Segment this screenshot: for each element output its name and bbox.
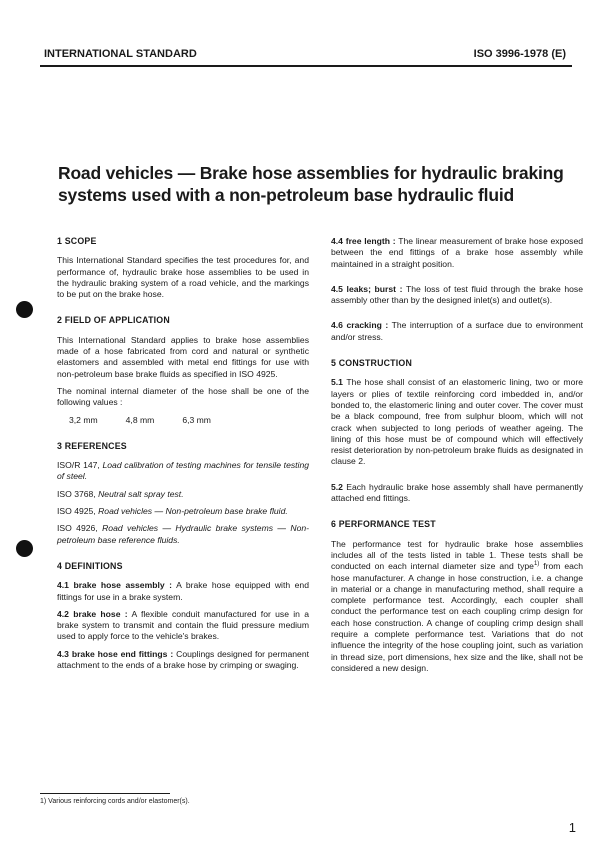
- definition-text: A flexible conduit manufactured for use in a brake system to transmit and contain the fluid pressure medium used to apply force to the vehicle's brakes.: [57, 608, 309, 642]
- section-scope: [57, 236, 309, 300]
- section-definitions: [57, 561, 309, 671]
- page-number: 1: [568, 820, 576, 835]
- section-construction: [331, 358, 583, 504]
- footnote-rule: [40, 793, 170, 794]
- title-line-2: systems used with a non-petroleum base hydraulic fluid: [58, 185, 514, 205]
- definition-item: [57, 580, 309, 603]
- reference-title: Load calibration of testing machines for tensile testing of steel.: [57, 460, 309, 482]
- diameter-value: 6,3 mm: [182, 414, 211, 425]
- punch-hole-top: [16, 301, 33, 318]
- reference-item: [57, 523, 309, 546]
- section-field: [57, 315, 309, 425]
- title-line-1: Road vehicles — Brake hose assemblies for hydraulic braking: [58, 163, 564, 183]
- section-references: [57, 441, 309, 546]
- clause-text: Each hydraulic brake hose assembly shall have permanently attached end fittings.: [331, 481, 583, 504]
- diameter-values: [57, 415, 309, 426]
- construction-clause: [331, 377, 583, 467]
- diameter-value: 3,2 mm: [69, 414, 98, 425]
- references-heading: 3 REFERENCES: [57, 440, 127, 451]
- definition-item: [331, 284, 583, 307]
- reference-title: Neutral salt spray test.: [98, 488, 184, 499]
- reference-item: [57, 489, 309, 500]
- definition-text: Couplings designed for permanent attachment to the ends of a brake hose by crimping or swaging.: [57, 648, 310, 671]
- clause-text: The hose shall consist of an elastomeric lining, two or more layers or plies of textile reinforcing cord imbedded in, and/or bonded to, the elastomeric lining and outer cover. The cover must be a black compound, free from sulphur bloom, which will not crack when subjected to long periods of weather ageing. The lining of this hose must be of compound which will effectively resist deterioration by non-petroleum brake fluids as designated in clause 2.: [331, 377, 583, 467]
- reference-item: [57, 460, 309, 483]
- definition-term: 4.5 leaks; burst :: [331, 283, 403, 294]
- reference-code: ISO 4926,: [57, 523, 98, 534]
- definition-text: The linear measurement of brake hose exposed between the end fittings of a brake hose assembly while maintained in a straight position.: [331, 236, 584, 269]
- right-column: [331, 236, 583, 689]
- definition-term: 4.4 free length :: [331, 236, 396, 246]
- definitions-heading: 4 DEFINITIONS: [57, 560, 123, 571]
- standard-number: ISO 3996-1978 (E): [473, 48, 566, 60]
- scope-text: This International Standard specifies the test procedures for, and performance of, hydraulic brake hose assemblies to be used in the hydraulic braking system of a road vehicle, and the markings to be put on the brake hose.: [57, 255, 309, 300]
- definition-term: 4.1 brake hose assembly :: [57, 580, 173, 591]
- construction-heading: 5 CONSTRUCTION: [331, 358, 412, 369]
- reference-code: ISO 4925,: [57, 506, 96, 517]
- document-title: [58, 162, 578, 206]
- reference-code: ISO/R 147,: [57, 460, 100, 471]
- definition-text: The interruption of a surface due to environment and/or stress.: [331, 320, 583, 342]
- diameter-value: 4,8 mm: [125, 414, 155, 425]
- definition-item: [57, 609, 309, 643]
- standard-label: INTERNATIONAL STANDARD: [44, 48, 197, 60]
- field-diameter-text: The nominal internal diameter of the hose shall be one of the following values :: [57, 385, 309, 408]
- field-heading: 2 FIELD OF APPLICATION: [57, 315, 170, 326]
- footnote: 1) Various reinforcing cords and/or elastomer(s).: [40, 798, 190, 805]
- definition-text: The loss of test fluid through the brake hose assembly other than by the designed inlet(s) and outlet(s).: [331, 283, 584, 306]
- left-column: [57, 236, 309, 686]
- construction-clause: [331, 482, 583, 505]
- performance-text: The performance test for hydraulic brake hose assemblies includes all of the tests listed in table 1. These tests shall be conducted on each internal diameter size and type$^{1)}$ from each hose manufacturer. A change in hose construction, i.e. a change in material or a change in manufacturing method, shall require a complete performance test. Accordingly, each coupler shall conduct the performance test on each coupling crimp design for each hose construction. A change of coupling crimp design shall require a complete performance test. Variations that do not influence the integrity of the hose coupling joint, such as variation in thread size, port dimensions, hex size and the like, shall not be considered a new design.: [331, 538, 583, 673]
- definition-item: [331, 320, 583, 343]
- definition-term: 4.6 cracking :: [331, 320, 389, 331]
- definitions-continued: [331, 236, 583, 343]
- header-rule: [40, 65, 572, 67]
- clause-number: 5.1: [331, 377, 343, 388]
- reference-item: [57, 506, 309, 517]
- scope-heading: 1 SCOPE: [57, 236, 97, 246]
- reference-title: Road vehicles — Non-petroleum base brake fluid.: [98, 506, 288, 517]
- performance-heading: 6 PERFORMANCE TEST: [331, 519, 436, 530]
- definition-term: 4.3 brake hose end fittings :: [57, 648, 174, 659]
- reference-title: Road vehicles — Hydraulic brake systems — Non-petroleum base reference fluids.: [57, 523, 310, 545]
- footnote-marker: 1): [533, 561, 540, 568]
- punch-hole-bottom: [16, 540, 33, 557]
- field-text: This International Standard applies to brake hose assemblies made of a hose fabricated from cord and natural or synthetic elastomers and assembled with metal end fittings for use with non-petroleum base brake fluids as specified in ISO 4925.: [57, 334, 309, 379]
- definition-text: A brake hose equipped with end fittings for use in a brake system.: [57, 580, 309, 602]
- clause-number: 5.2: [331, 481, 343, 492]
- definition-item: [57, 649, 309, 672]
- reference-code: ISO 3768,: [57, 488, 96, 499]
- definition-item: [331, 236, 583, 270]
- definition-term: 4.2 brake hose :: [57, 608, 128, 619]
- section-performance: [331, 519, 583, 674]
